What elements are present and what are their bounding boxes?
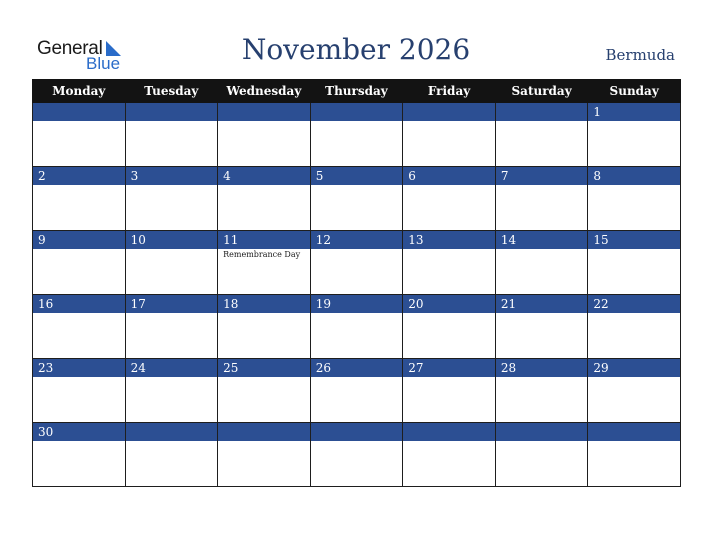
day-number xyxy=(496,423,588,441)
day-number: 12 xyxy=(311,231,403,249)
week-row xyxy=(33,231,681,295)
weekday-saturday: Saturday xyxy=(495,80,588,103)
day-cell xyxy=(588,231,681,295)
day-number: 17 xyxy=(126,295,218,313)
day-number: 2 xyxy=(33,167,125,185)
day-cell xyxy=(310,167,403,231)
logo-text-blue: Blue xyxy=(86,54,121,73)
week-row xyxy=(33,167,681,231)
day-cell xyxy=(588,103,681,167)
day-cell xyxy=(218,231,311,295)
weekday-monday: Monday xyxy=(33,80,126,103)
day-cell xyxy=(33,167,126,231)
day-number: 14 xyxy=(496,231,588,249)
day-number xyxy=(403,103,495,121)
day-cell xyxy=(495,295,588,359)
day-cell xyxy=(403,423,496,487)
day-number: 20 xyxy=(403,295,495,313)
day-number: 7 xyxy=(496,167,588,185)
day-number: 15 xyxy=(588,231,680,249)
week-row xyxy=(33,423,681,487)
day-cell xyxy=(33,359,126,423)
day-number xyxy=(126,103,218,121)
calendar-title: November 2026 xyxy=(241,33,471,66)
day-cell xyxy=(495,167,588,231)
day-number xyxy=(496,103,588,121)
day-cell xyxy=(495,231,588,295)
day-cell xyxy=(125,359,218,423)
day-cell xyxy=(495,359,588,423)
day-number: 30 xyxy=(33,423,125,441)
day-cell xyxy=(310,423,403,487)
weekday-sunday: Sunday xyxy=(588,80,681,103)
day-cell xyxy=(125,103,218,167)
day-number xyxy=(311,103,403,121)
day-number: 10 xyxy=(126,231,218,249)
week-row xyxy=(33,103,681,167)
day-number xyxy=(218,103,310,121)
day-number: 13 xyxy=(403,231,495,249)
day-number: 25 xyxy=(218,359,310,377)
weekday-thursday: Thursday xyxy=(310,80,403,103)
day-cell xyxy=(218,295,311,359)
day-number: 27 xyxy=(403,359,495,377)
day-cell xyxy=(125,295,218,359)
day-number: 29 xyxy=(588,359,680,377)
day-cell xyxy=(588,423,681,487)
day-cell xyxy=(403,359,496,423)
day-number: 5 xyxy=(311,167,403,185)
day-cell xyxy=(588,295,681,359)
logo-text-general: General xyxy=(37,38,103,59)
day-cell xyxy=(310,295,403,359)
holiday-label: Remembrance Day xyxy=(223,250,301,259)
day-cell xyxy=(310,103,403,167)
day-number xyxy=(403,423,495,441)
day-cell xyxy=(310,231,403,295)
calendar-grid xyxy=(32,79,681,487)
day-number xyxy=(311,423,403,441)
day-cell xyxy=(33,231,126,295)
day-cell xyxy=(310,359,403,423)
day-number: 19 xyxy=(311,295,403,313)
day-number: 9 xyxy=(33,231,125,249)
day-cell xyxy=(218,167,311,231)
day-number: 21 xyxy=(496,295,588,313)
day-cell xyxy=(218,423,311,487)
day-cell xyxy=(495,423,588,487)
day-cell xyxy=(125,167,218,231)
day-number xyxy=(588,423,680,441)
weekday-header-row xyxy=(33,80,681,103)
day-cell xyxy=(218,359,311,423)
week-row xyxy=(33,359,681,423)
day-cell xyxy=(33,295,126,359)
day-cell xyxy=(403,295,496,359)
day-number: 28 xyxy=(496,359,588,377)
day-cell xyxy=(403,231,496,295)
day-number: 11 xyxy=(218,231,310,249)
day-cell xyxy=(403,103,496,167)
day-cell xyxy=(125,423,218,487)
day-number xyxy=(126,423,218,441)
weekday-tuesday: Tuesday xyxy=(125,80,218,103)
day-cell xyxy=(125,231,218,295)
day-number: 18 xyxy=(218,295,310,313)
day-cell xyxy=(218,103,311,167)
day-number: 3 xyxy=(126,167,218,185)
day-cell xyxy=(33,103,126,167)
day-cell xyxy=(588,167,681,231)
day-cell xyxy=(588,359,681,423)
day-number xyxy=(218,423,310,441)
day-number: 1 xyxy=(588,103,680,121)
day-number: 8 xyxy=(588,167,680,185)
weekday-friday: Friday xyxy=(403,80,496,103)
country-label: Bermuda xyxy=(605,46,675,64)
day-number xyxy=(33,103,125,121)
day-number: 23 xyxy=(33,359,125,377)
day-number: 16 xyxy=(33,295,125,313)
day-number: 26 xyxy=(311,359,403,377)
day-number: 24 xyxy=(126,359,218,377)
day-cell xyxy=(495,103,588,167)
weekday-wednesday: Wednesday xyxy=(218,80,311,103)
week-row xyxy=(33,295,681,359)
day-cell xyxy=(33,423,126,487)
day-number: 22 xyxy=(588,295,680,313)
day-number: 6 xyxy=(403,167,495,185)
day-number: 4 xyxy=(218,167,310,185)
day-cell xyxy=(403,167,496,231)
